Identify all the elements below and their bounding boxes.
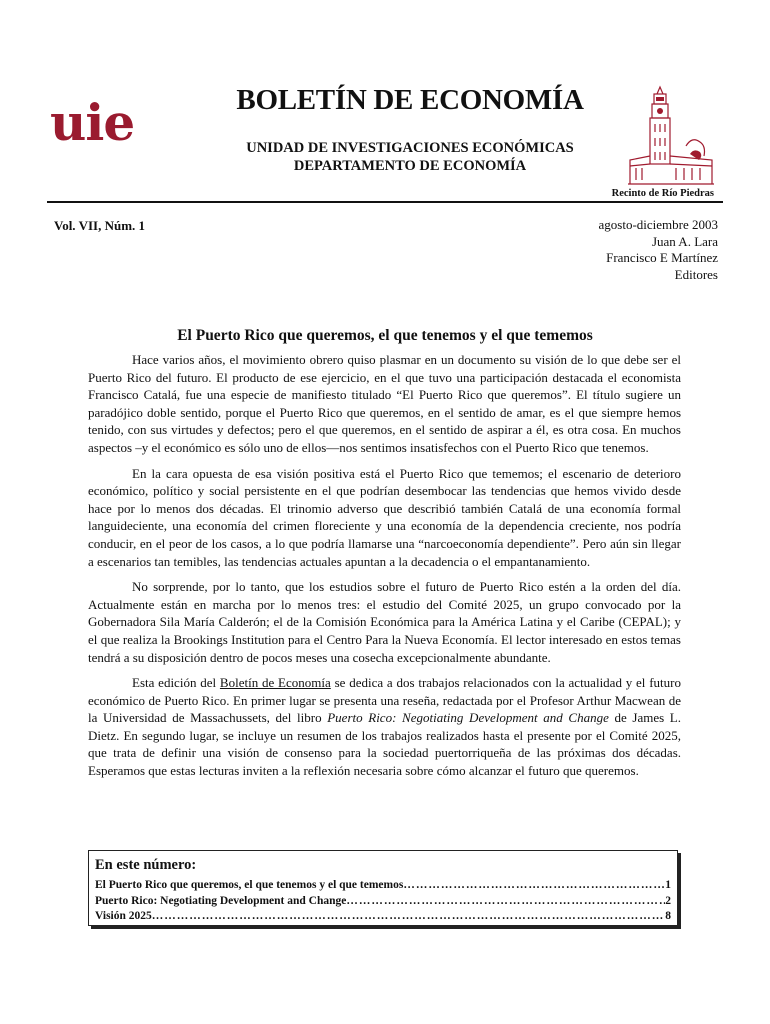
university-tower-emblem — [626, 84, 716, 188]
toc-item[interactable] — [95, 895, 671, 907]
newsletter-title: BOLETÍN DE ECONOMÍA — [236, 84, 584, 116]
toc-item-label: Visión 2025 — [95, 910, 152, 922]
paragraph-text: se dedica a dos trabajos relacionados con la actualidad y el futuro económico de Puerto Rico. En primer lugar se presenta una reseña, redactada por el Profesor Arthur Macwean de la Universidad de Massachussets, del libro — [88, 675, 681, 726]
editor-name: Francisco E Martínez — [606, 250, 718, 265]
toc-item-page: 8 — [665, 910, 671, 922]
article-body — [88, 351, 681, 788]
issue-info — [599, 217, 719, 283]
issue-date: agosto-diciembre 2003 — [598, 217, 718, 232]
table-of-contents — [88, 850, 678, 926]
toc-leader — [152, 910, 665, 922]
toc-leader — [346, 895, 665, 907]
article-title: El Puerto Rico que queremos, el que tenemos y el que tememos — [177, 327, 593, 344]
toc-heading: En este número: — [95, 857, 197, 873]
toc-item-label: Puerto Rico: Negotiating Development and Change — [95, 895, 347, 907]
department-name: DEPARTAMENTO DE ECONOMÍA — [293, 158, 527, 174]
header-divider — [47, 201, 723, 203]
paragraph: No sorprende, por lo tanto, que los estudios sobre el futuro de Puerto Rico estén a la orden del día. Actualmente están en marcha por lo menos tres: el estudio del Comité 2025, un grupo convocado por la Gobernadora Sila María Calderón; el de la Comisión Económica para la América Latina y el Caribe (CEPAL); y el que realiza la Brookings Institution para el Centro Para la Nueva Economía. El lector interesado en estos temas tendrá a su disposición dentro de pocos meses una cosecha excepcionalmente abundante. — [88, 579, 681, 665]
book-title: Puerto Rico: Negotiating Development and Change — [327, 710, 609, 726]
toc-leader — [403, 879, 665, 891]
toc-item-page: 1 — [665, 879, 671, 891]
toc-item-label: El Puerto Rico que queremos, el que tenemos y el que tememos — [95, 879, 404, 891]
editors-label: Editores — [674, 266, 718, 282]
paragraph: Hace varios años, el movimiento obrero quiso plasmar en un documento su visión de lo que debe ser el Puerto Rico del futuro. El producto de ese ejercicio, en el que tuvo una participación destacada el economista Francisco Catalá, fue una especie de manifiesto titulado “El Puerto Rico que queremos”. El título sugiere un paradójico doble sentido, porque el Puerto Rico que queremos, en el sentido de amar, es el que siempre hemos tenido, con sus virtudes y defectos; pero el que queremos, en el sentido de aspirar a él, es otra cosa. En muchos aspectos –y el económico es sólo uno de ellos—nos sentimos insatisfechos con el Puerto Rico que tenemos. — [88, 352, 681, 455]
newsletter-name-reference: Boletín de Economía — [219, 675, 331, 691]
uie-logo: uie — [50, 93, 135, 152]
campus-name: Recinto de Río Piedras — [611, 188, 714, 199]
toc-item[interactable] — [95, 910, 671, 922]
volume-number: Vol. VII, Núm. 1 — [54, 218, 146, 233]
editor-name: Juan A. Lara — [651, 233, 718, 249]
toc-item-page: 2 — [665, 895, 671, 907]
paragraph — [88, 674, 681, 780]
paragraph-text: de James L. Dietz. En segundo lugar, se incluye un resumen de los trabajos realizados hasta el presente por el Comité 2025, que trata de definir una visión de consenso para la sociedad puertorriqueña de las próximas dos décadas. Esperamos que estas lecturas inviten a la reflexión necesaria sobre cómo alcanzar el futuro que queremos. — [88, 710, 681, 779]
paragraph: En la cara opuesta de esa visión positiva está el Puerto Rico que tememos; el escenario de deterioro económico, político y social persistente en el que podrían desembocar las tendencias que hemos vivido desde hace por lo menos dos décadas. El trinomio adverso que describió también Catalá de una economía formal languideciente, una economía del crimen floreciente y una economía de la dependencia creciente, nos podría conducir, en el peor de los casos, a lo que podría llamarse una “narcoeconomía dependiente”. Pero aún sin llegar a escenarios tan temibles, las tendencias actuales apuntan a la decadencia o el empantanamiento. — [88, 465, 681, 569]
unit-name: UNIDAD DE INVESTIGACIONES ECONÓMICAS — [246, 140, 574, 156]
paragraph-text: Esta edición del — [132, 675, 220, 691]
toc-item[interactable] — [95, 879, 671, 891]
